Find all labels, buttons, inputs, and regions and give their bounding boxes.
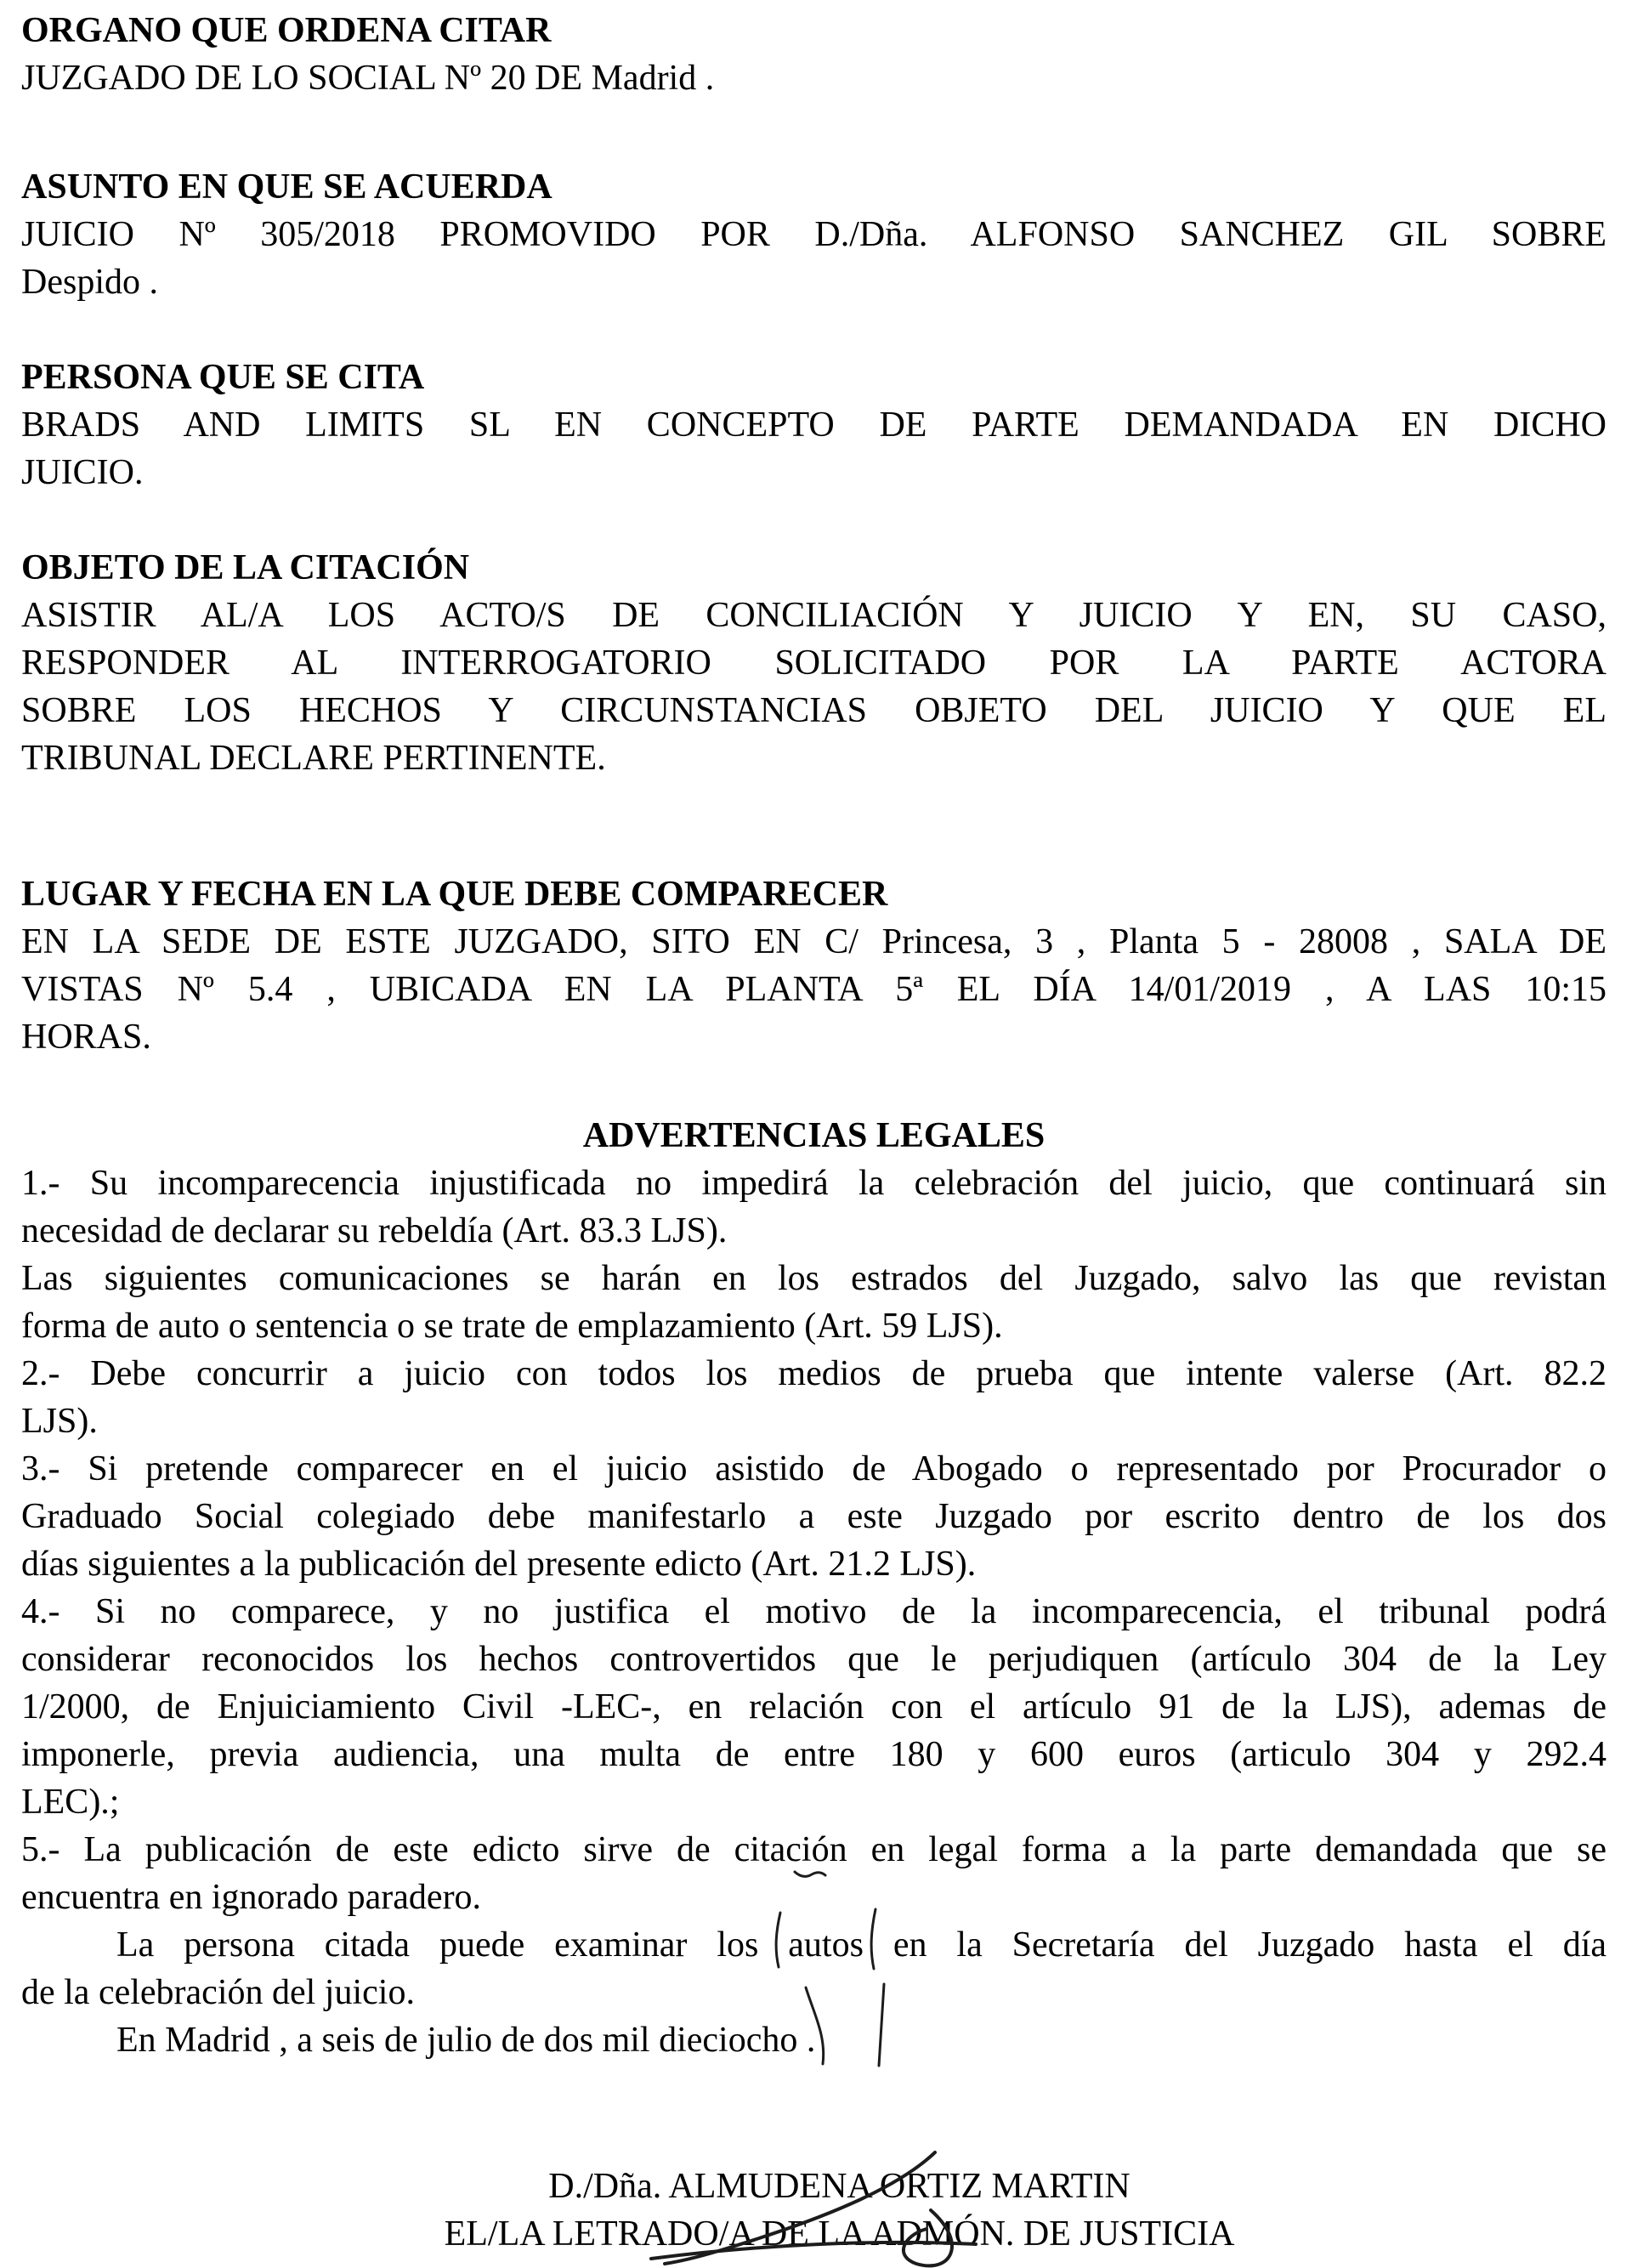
legal-text-line: 3.- Si pretende comparecer en el juicio asistido de Abogado o representado por Procurador o — [21, 1449, 1606, 1488]
legal-text-line: imponerle, previa audiencia, una multa de entre 180 y 600 euros (articulo 304 y 292.4 — [21, 1735, 1606, 1774]
legal-text-line: 1.- Su incomparecencia injustificada no impedirá la celebración del juicio, que continuará sin — [21, 1164, 1606, 1203]
legal-text-line: días siguientes a la publicación del presente edicto (Art. 21.2 LJS). — [21, 1545, 977, 1584]
legal-text-line: 1/2000, de Enjuiciamiento Civil -LEC-, en relación con el artículo 91 de la LJS), ademas de — [21, 1687, 1606, 1727]
summons-sections — [21, 7, 1606, 1061]
legal-text-line: 4.- Si no comparece, y no justifica el motivo de la incomparecencia, el tribunal podrá — [21, 1592, 1606, 1631]
section-text-line: SOBRE LOS HECHOS Y CIRCUNSTANCIAS OBJETO DEL JUICIO Y QUE EL — [21, 691, 1606, 730]
legal-notices-heading: ADVERTENCIAS LEGALES — [582, 1116, 1046, 1155]
section-heading: LUGAR Y FECHA EN LA QUE DEBE COMPARECER — [21, 875, 888, 914]
section-text-line: ASISTIR AL/A LOS ACTO/S DE CONCILIACIÓN Y JUICIO Y EN, SU CASO, — [21, 596, 1606, 635]
section — [21, 7, 1606, 102]
legal-text-line: En Madrid , a seis de julio de dos mil dieciocho . — [116, 2021, 816, 2060]
section — [21, 163, 1606, 306]
legal-notices-body — [21, 1160, 1606, 2064]
legal-text-line: encuentra en ignorado paradero. — [21, 1878, 482, 1917]
section — [21, 870, 1606, 1061]
legal-text-line: LEC).; — [21, 1783, 120, 1822]
section-text-line: VISTAS Nº 5.4 , UBICADA EN LA PLANTA 5ª EL DÍA 14/01/2019 , A LAS 10:15 — [21, 970, 1606, 1009]
legal-text-line: La persona citada puede examinar los autos en la Secretaría del Juzgado hasta el día — [116, 1925, 1606, 1965]
legal-text-line: necesidad de declarar su rebeldía (Art. 83.3 LJS). — [21, 1211, 728, 1250]
legal-text-line: forma de auto o sentencia o se trate de emplazamiento (Art. 59 LJS). — [21, 1307, 1003, 1346]
section — [21, 544, 1606, 782]
legal-text-line: 5.- La publicación de este edicto sirve de citación en legal forma a la parte demandada que se — [21, 1830, 1606, 1869]
legal-text-line: LJS). — [21, 1402, 98, 1441]
legal-text-line: de la celebración del juicio. — [21, 1973, 415, 2012]
legal-text-line: Las siguientes comunicaciones se harán en los estrados del Juzgado, salvo las que revistan — [21, 1259, 1606, 1298]
signatory-name: D./Dña. ALMUDENA ORTIZ MARTIN — [548, 2167, 1130, 2206]
section-text-line: EN LA SEDE DE ESTE JUZGADO, SITO EN C/ Princesa, 3 , Planta 5 - 28008 , SALA DE — [21, 922, 1606, 961]
signatory-title: EL/LA LETRADO/A DE LA ADMÓN. DE JUSTICIA — [444, 2214, 1235, 2254]
section-text-line: JUICIO. — [21, 453, 144, 492]
section-text-line: RESPONDER AL INTERROGATORIO SOLICITADO POR LA PARTE ACTORA — [21, 644, 1606, 683]
section-text-line: BRADS AND LIMITS SL EN CONCEPTO DE PARTE DEMANDADA EN DICHO — [21, 405, 1606, 445]
section-text-line: JUICIO Nº 305/2018 PROMOVIDO POR D./Dña. ALFONSO SANCHEZ GIL SOBRE — [21, 215, 1606, 254]
section-heading: ORGANO QUE ORDENA CITAR — [21, 11, 552, 50]
section-text-line: JUZGADO DE LO SOCIAL Nº 20 DE Madrid . — [21, 59, 715, 98]
section-heading: OBJETO DE LA CITACIÓN — [21, 548, 470, 587]
section-text-line: TRIBUNAL DECLARE PERTINENTE. — [21, 739, 606, 778]
legal-text-line: 2.- Debe concurrir a juicio con todos los medios de prueba que intente valerse (Art. 82.2 — [21, 1354, 1606, 1393]
legal-text-line: Graduado Social colegiado debe manifestarlo a este Juzgado por escrito dentro de los dos — [21, 1497, 1606, 1536]
section-heading: PERSONA QUE SE CITA — [21, 358, 425, 397]
section-text-line: Despido . — [21, 263, 158, 302]
signature-block — [21, 2163, 1606, 2258]
section-text-line: HORAS. — [21, 1018, 151, 1057]
section — [21, 354, 1606, 496]
legal-text-line: considerar reconocidos los hechos controvertidos que le perjudiquen (artículo 304 de la Ley — [21, 1640, 1606, 1679]
section-heading: ASUNTO EN QUE SE ACUERDA — [21, 167, 552, 207]
